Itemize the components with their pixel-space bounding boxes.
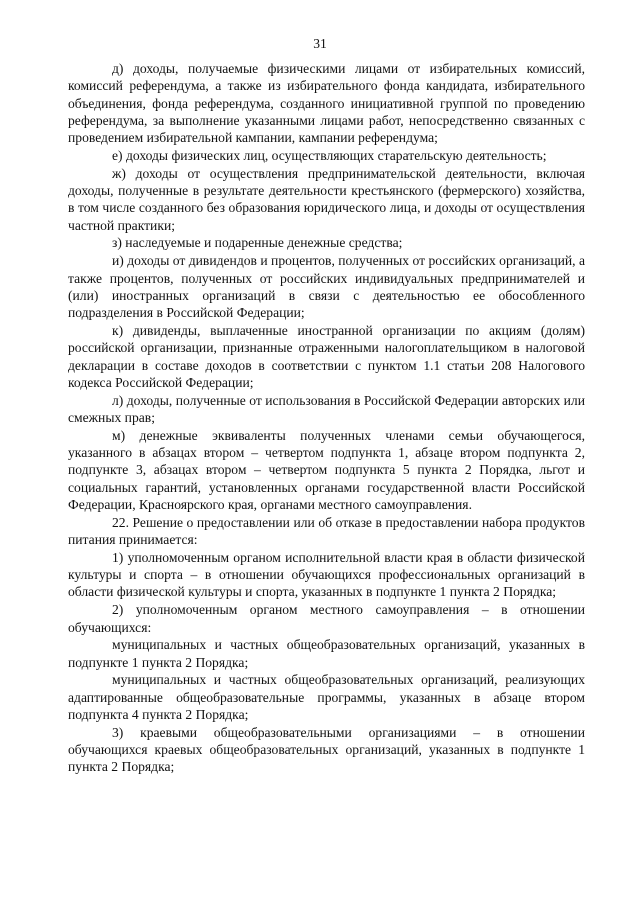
paragraph-i-dividends-interest: и) доходы от дивидендов и процентов, полученных от российских организаций, а также процентов, полученных от российских индивидуальных предпринимателей и (или) иностранных организаций в связи с деятельностью ее обособленного подразделения в Российской Федерации; <box>68 253 585 321</box>
paragraph-e-income-prospecting: е) доходы физических лиц, осуществляющих старательскую деятельность; <box>112 147 547 163</box>
document-body <box>68 60 585 776</box>
paragraph-municipal-private-schools: муниципальных и частных общеобразовательных организаций, указанных в подпункте 1 пункта 2 Порядка; <box>68 637 585 670</box>
paragraph-k-foreign-dividends: к) дивиденды, выплаченные иностранной организации по акциям (долям) российской организации, признанные отраженными налогоплательщиком в налоговой декларации в составе доходов в соответствии с пунктом 1.1 статьи 208 Налогового кодекса Российской Федерации; <box>68 322 585 390</box>
paragraph-m-monetary-equivalents: м) денежные эквиваленты полученных членами семьи обучающегося, указанного в абзацах втором – четвертом подпункта 1, абзаце втором подпункта 2, подпункте 3, абзацах втором – четвертом подпункта 5 пункта 2 Порядка, льгот и социальных гарантий, установленных органами государственной власти Российской Федерации, Красноярского края, органами местного самоуправления. <box>68 427 585 512</box>
paragraph-l-copyright-income: л) доходы, полученные от использования в Российской Федерации авторских или смежных прав; <box>68 392 585 425</box>
paragraph-22-decision: 22. Решение о предоставлении или об отказе в предоставлении набора продуктов питания принимается: <box>68 514 585 548</box>
paragraph-z-inherited-funds: з) наследуемые и подаренные денежные средства; <box>112 235 403 251</box>
paragraph-adapted-programs-schools: муниципальных и частных общеобразовательных организаций, реализующих адаптированные общеобразовательные программы, указанных в абзаце втором подпункта 4 пункта 2 Порядка; <box>68 672 585 722</box>
paragraph-22-2-local-authority: 2) уполномоченным органом местного самоуправления – в отношении обучающихся: <box>68 602 585 635</box>
page-number: 31 <box>313 36 327 51</box>
paragraph-zh-income-entrepreneurship: ж) доходы от осуществления предпринимательской деятельности, включая доходы, полученные в результате деятельности крестьянского (фермерского) хозяйства, в том числе созданного без образования юридического лица, и доходы от осуществления частной практики; <box>68 165 585 233</box>
paragraph-d-income-election-commissions: д) доходы, получаемые физическими лицами от избирательных комиссий, комиссий референдума, а также из избирательного фонда кандидата, избирательного объединения, фонда референдума, созданного инициативной группой по проведению референдума, за выполнение указанными лицами работ, непосредственно связанных с проведением избирательной кампании, кампании референдума; <box>68 61 585 146</box>
paragraph-22-1-sport-authority: 1) уполномоченным органом исполнительной власти края в области физической культуры и спорта – в отношении обучающихся профессиональных организаций в области физической культуры и спорта, указанных в подпункте 1 пункта 2 Порядка; <box>68 549 585 600</box>
paragraph-22-3-regional-schools: 3) краевыми общеобразовательными организациями – в отношении обучающихся краевых общеобразовательных организаций, указанных в подпункте 1 пункта 2 Порядка; <box>68 724 585 775</box>
